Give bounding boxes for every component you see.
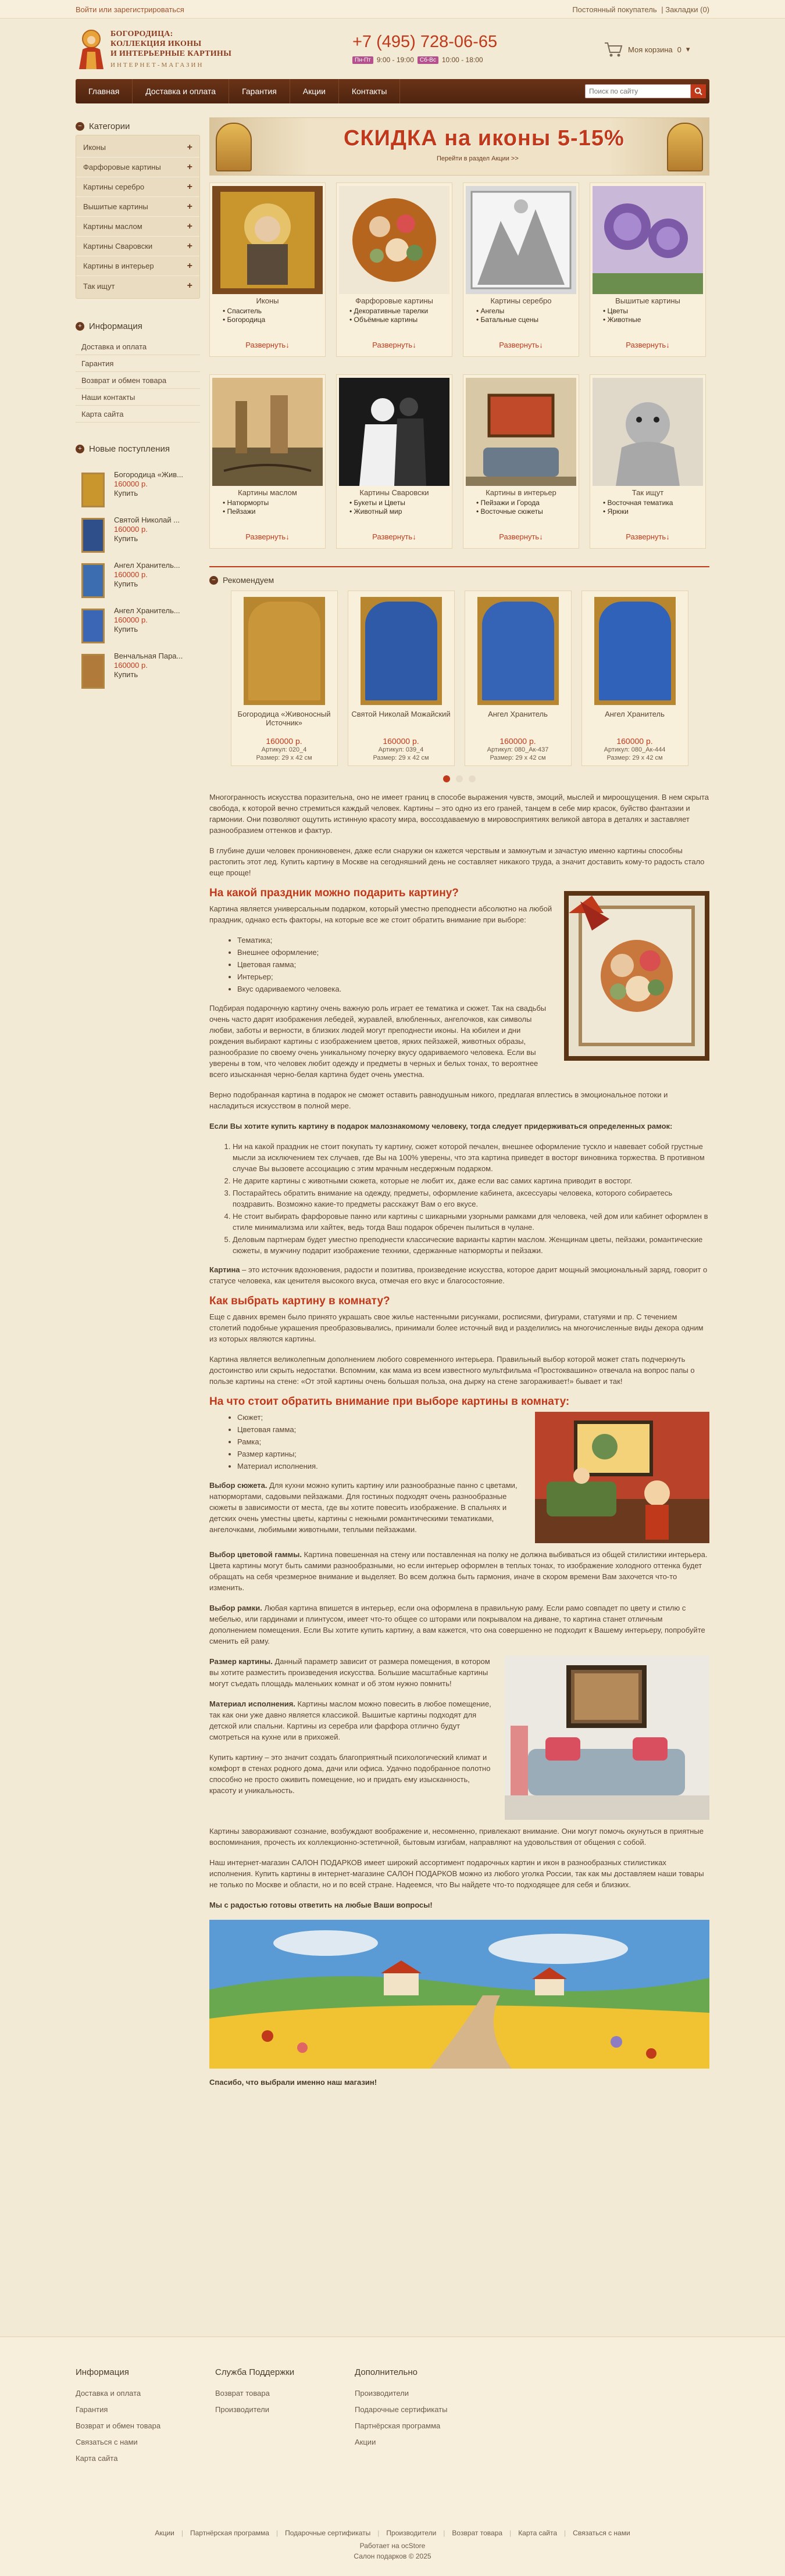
product-price: 160000 р. [616,736,653,746]
logo[interactable] [76,27,248,72]
login-link[interactable]: Войти или зарегистрироваться [76,5,184,14]
logo-icon [76,28,107,70]
category-card-title[interactable]: Вышитые картины [615,296,680,305]
article-paragraph: Подбирая подарочную картину очень важную роль играет ее тематика и сюжет. Так на свадьбы очень часто дарят изображения лебедей, журавлей, влюбленных, ангелочков, как символы любви, заботы и верности, в близких людей могут преподнести иконы. На юбилеи и дни рождения выбирают картины с изображением цветов, ярких пейзажей, животных образы, разнообразие по своему очень уникальному почерку вкусу одариваемого человека. Если вы уверены в том, что человек любит одежду и предметы в черных и белых тонах, то вероятнее всего изысканная черно-белая картина будет очень уместна. [209,1004,547,1079]
category-label: Вышитые картины [83,202,148,211]
separator: | [276,2529,279,2537]
expand-link[interactable]: Развернуть↓ [245,341,290,349]
footer-link[interactable]: Доставка и оплата [76,2389,141,2398]
expand-link[interactable]: Развернуть↓ [372,341,416,349]
plus-icon: + [76,445,84,453]
icon-image-right [667,123,703,171]
category-label: Картины Сваровски [83,242,153,251]
plus-icon[interactable]: + [187,162,192,172]
product-name[interactable]: Ангел Хранитель... [114,561,180,570]
product-thumbnail[interactable] [81,563,105,598]
footer-column [76,2367,209,2467]
article-heading: Как выбрать картину в комнату? [209,1295,390,1307]
article-text: Для кухни можно купить картину или разнообразные панно с цветами, натюрмортами, садовыми пейзажами. Для гостиных подходят очень разнообразные сюжеты в зависимости от места, где вы хотите повесить изображение. В спальнях и детских очень уместны цветы, картины с нежными романтическими тематиками, ангелочками, любимыми животными, теплыми пейзажами. [209,1481,518,1534]
footer-link[interactable]: Акции [355,2438,376,2446]
article-bold-text: Если Вы хотите купить картину в подарок малознакомому человеку, тогда следует придерживаться определенных рамок: [209,1122,673,1130]
nav-warranty[interactable]: Гарантия [229,79,290,103]
buy-link[interactable]: Купить [114,489,138,498]
chevron-down-icon: ▾ [686,45,690,53]
recommended-product[interactable] [348,591,455,766]
new-arrival-item[interactable] [76,470,200,511]
plus-icon[interactable]: + [187,241,192,251]
article-image-cartoon [535,1412,709,1543]
footer-link[interactable]: Возврат и обмен товара [76,2421,161,2430]
article-paragraph [209,2077,709,2088]
icon-image-left [216,123,252,171]
subcategory-link[interactable]: • Декоративные тарелки [349,307,452,316]
product-price: 160000 р. [114,616,148,624]
product-price: 160000 р. [266,736,302,746]
article-paragraph: Картина является великолепным дополнением любого современного интерьера. Правильный выбор которой может стать подчеркнуть достоинство или скрыть недостатки. Вспомним, как мама из всем известного мультфильма «Простоквашино» отвечала на вопрос папы о пользе картины на стене: «От этой картины очень большая польза, она дырку на стене загораживает!» бывает и так! [209,1355,695,1386]
icon-artwork [248,602,320,700]
footer [0,2337,785,2576]
category-item[interactable] [76,256,199,276]
article-paragraph: Картины завораживают сознание, возбуждают воображение и, несомненно, привлекают внимание. Они могут помочь окунуться в приятные воспоминания, прочесть их коллекционно-эстетичной, бытовым изгибам, направляют на удовольствия от общения с собой. [209,1827,704,1847]
icon-artwork [599,602,671,700]
footer-link[interactable]: Гарантия [76,2405,108,2414]
article-list-item: • Цветовая гамма; [237,1424,709,1435]
separator: | [509,2529,512,2537]
article-paragraph: Наш интернет-магазин САЛОН ПОДАРКОВ имеет широкий ассортимент подарочных картин и икон в разнообразных стилистиках исполнения. Купить картины в интернет-магазине САЛОН ПОДАРКОВ можно из любого уголка России, так как мы доставляем наши товары не только по Москве и области, но и по всей стране. Надеемся, что Вы найдете что-то подходящее для себя и близких. [209,1858,704,1889]
buy-link[interactable]: Купить [114,579,138,588]
footer-column-title: Информация [76,2367,129,2377]
article-list-item: • Тематика; [237,935,709,946]
subcategory-link[interactable]: • Ярюки [603,507,705,516]
categories-heading [76,117,200,135]
content [209,117,709,2097]
powered-by: Работает на ocStore [359,2542,426,2550]
recommended-carousel [209,591,709,766]
plus-icon: + [76,322,84,331]
footer-bottom-link[interactable]: Подарочные сертификаты [285,2529,371,2537]
category-label: Картины серебро [83,183,145,191]
footer-bottom-link[interactable]: Производители [386,2529,437,2537]
subcategory-list [337,307,452,324]
hours-tag-weekdays: Пн-Пт [352,56,373,64]
separator: | [181,2529,183,2537]
footer-bottom-link[interactable]: Связаться с нами [573,2529,630,2537]
category-card-title[interactable]: Картины маслом [238,488,297,497]
footer-column-title: Дополнительно [355,2367,418,2377]
info-link[interactable]: Наши контакты [76,389,200,406]
subcategory-link[interactable]: • Животный мир [349,507,452,516]
buy-link[interactable]: Купить [114,625,138,634]
article-image-sofa [505,1656,709,1820]
article-paragraph: Верно подобранная картина в подарок не сможет оставить равнодушным никого, предлагая вплестись в эмоциональное потоки и насладиться искусством в полной мере. [209,1090,668,1110]
carousel-dots [209,775,709,782]
subcategory-link[interactable]: • Натюрморты [223,499,325,507]
subcategory-list [590,307,705,324]
category-item[interactable] [76,197,199,217]
category-item[interactable] [76,177,199,197]
article-list-item: 2. Не дарите картины с животными сюжета, которые не любит их, даже если вас самих картина приводит в восторг. [233,1175,709,1186]
article-image-gift [564,891,709,1061]
expand-link[interactable]: Развернуть↓ [499,341,543,349]
product-image[interactable] [477,597,559,705]
article-paragraph [209,1899,709,1910]
category-image[interactable] [593,186,703,294]
icon-artwork [365,602,437,700]
category-card[interactable] [590,183,706,357]
hours-time-weekdays: 9:00 - 19:00 [376,56,414,64]
category-label: Картины в интерьер [83,262,154,270]
article-list-item: • Внешнее оформление; [237,947,709,958]
article-paragraph [209,1549,709,1593]
new-arrivals-heading [76,440,200,457]
category-card-title[interactable]: Картины Сваровски [359,488,429,497]
logo-line-3: И ИНТЕРЬЕРНЫЕ КАРТИНЫ [110,49,232,58]
subcategory-list [463,499,579,516]
product-price: 160000 р. [383,736,419,746]
subcategory-link[interactable]: • Восточная тематика [603,499,705,507]
categories-title: Категории [89,121,130,131]
article-heading: На какой праздник можно подарить картину? [209,887,459,899]
minus-icon: − [76,122,84,131]
article-bold-text: Материал исполнения. [209,1700,295,1708]
footer-column-title: Служба Поддержки [215,2367,295,2377]
expand-link[interactable]: Развернуть↓ [372,532,416,541]
search-input[interactable] [585,84,691,98]
hours-tag-weekend: Сб-Вс [418,56,438,64]
product-name[interactable]: Ангел Хранитель [605,710,665,718]
subcategory-link[interactable]: • Объёмные картины [349,316,452,324]
carousel-dot-1[interactable] [443,775,450,782]
category-card-title[interactable]: Картины серебро [490,296,552,305]
promo-banner[interactable] [209,117,709,176]
new-arrival-info [114,470,183,511]
article-list-item: • Материал исполнения. [237,1461,709,1472]
footer-columns [76,2367,709,2467]
product-name[interactable]: Святой Николай ... [114,516,180,524]
article-text: – это источник вдохновения, радости и позитива, произведение искусства, которое дарит мощный эмоциональный заряд, говорит о статусе человека, как ценителя высокого вкуса, отмечая его вкус и благосостояние. [209,1265,708,1285]
logo-text [110,29,231,70]
article-paragraph: В глубине души человек проникновенен, даже если снаружи он кажется черствым и замкнутым и зачастую именно картины способны растопить этот лед. Купить картину в Москве на сегодняшний день не составляет никакого труда, а значит доставить кому-то радость стало еще проще! [209,846,705,877]
article-paragraph: Многогранность искусства поразительна, оно не имеет границ в способе выражения чувств, эмоций, мыслей и мироощущения. В нем скрыта свобода, к которой вечно стремиться каждый человек. Картины – это одно из его граней, танцем в себе мир красок, буйство фантазии и гармонии. Они позволяют ощутить истинную красоту мира, воссоздаваемую в мировосприятиях великой автора в деталях и заставляет разнообразием оттенков и фактур. [209,793,709,835]
phone-number[interactable]: +7 (495) 728-06-65 [352,33,498,51]
cart-count: 0 [677,45,681,54]
product-name[interactable]: Ангел Хранитель [488,710,548,718]
nav-home[interactable]: Главная [76,79,133,103]
footer-link[interactable]: Партнёрская программа [355,2421,441,2430]
info-link[interactable]: Доставка и оплата [76,338,200,355]
article-list-item: 3. Постарайтесь обратить внимание на одежду, предметы, оформление кабинета, аксессуары человека, которого собираетесь поздравить. Возможно какие-то предметы расскажут Вам о его вкусе. [233,1187,709,1210]
info-link[interactable]: Гарантия [76,355,200,372]
recommended-heading [209,575,709,585]
product-size: Размер: 29 x 42 см [373,754,429,761]
plus-icon[interactable]: + [187,260,192,271]
article-list-item: • Сюжет; [237,1412,709,1423]
product-name[interactable]: Венчальная Пара... [114,652,183,660]
article-list-item: • Вкус одариваемого человека. [237,983,709,994]
subcategory-link[interactable]: • Спаситель [223,307,325,316]
category-card-title[interactable]: Иконы [256,296,279,305]
expand-link[interactable]: Развернуть↓ [626,341,670,349]
article-text: Любая картина впишется в интерьер, если она оформлена в правильную раму. Если рамо совпадет по цвету и стилю с мебелью, или гардинами и плинтусом, имеет что-то общее со шторами или покрывалом на диване, то картина станет отличным дополнением помещения. Если Вы хотите купить картину, а вам кажется, что она совершенно не подходит к Вашему интерьеру, попробуйте сменить ей раму. [209,1604,705,1645]
article-paragraph: Купить картину – это значит создать благоприятный психологический климат и комфорт в стенах родного дома, дачи или офиса. Удачно подобранное полотно способно не просто оживить помещение, но и придать ему изысканность, красоту и уникальность. [209,1753,491,1795]
header [0,19,785,79]
product-price: 160000 р. [499,736,536,746]
subcategory-list [210,307,325,324]
product-article: Артикул: 020_4 [261,746,307,753]
nav-delivery[interactable]: Доставка и оплата [133,79,229,103]
article-bold-text: Мы с радостью готовы ответить на любые Ваши вопросы! [209,1901,433,1909]
divider [209,566,709,567]
product-thumbnail[interactable] [81,473,105,507]
new-arrival-item[interactable] [76,606,200,647]
banner-link[interactable]: Перейти в раздел Акции >> [437,155,519,162]
cart-icon [604,41,623,58]
article-numbered-list [209,1141,709,1256]
banner-title: СКИДКА на иконы 5-15% [344,126,625,151]
category-image[interactable] [466,186,576,294]
article-list-item: • Цветовая гамма; [237,959,709,970]
plus-icon[interactable]: + [187,281,192,291]
new-arrival-info [114,606,180,647]
main-nav [0,79,785,103]
carousel-dot-2[interactable] [456,775,463,782]
subcategory-list [210,499,325,516]
article-paragraph: Картина является универсальным подарком, который уместно преподнести абсолютно на любой праздник, однако есть факторы, на которые все же стоит обратить внимание при выборе: [209,904,552,924]
article-paragraph: Еще с давних времен было принято украшать свое жилье настенными рисунками, росписями, фигурами, статуями и пр. С течением столетий подобные украшения преобразовывались, принимали более источный вид и разделились на многочисленные виды декора одним из которых являются картины. [209,1312,704,1343]
category-image[interactable] [466,378,576,486]
sidebar [76,117,200,697]
category-card-title[interactable]: Фарфоровые картины [355,296,433,305]
article-list-item: 5. Деловым партнерам будет уместно преподнести классические варианты картин маслом. Женщинам цветы, пейзажи, романтические сюжеты, в мужчину подарит изображение техники, сдержанные натюрморты и пейзажи. [233,1234,709,1256]
logo-subtitle: ИНТЕРНЕТ-МАГАЗИН [110,61,204,69]
plus-icon[interactable]: + [187,181,192,192]
article-bold-text: Картина [209,1265,240,1274]
category-card-title[interactable]: Так ищут [631,488,664,497]
footer-link[interactable]: Производители [355,2389,409,2398]
new-arrival-item[interactable] [76,652,200,692]
footer-link[interactable]: Производители [215,2405,270,2414]
nav-promotions[interactable]: Акции [290,79,339,103]
category-image[interactable] [212,378,323,486]
product-name[interactable]: Богородица «Живоносный Источник» [237,710,331,727]
article-list-item: • Интерьер; [237,971,709,982]
article-heading: На что стоит обратить внимание при выборе картины в комнату: [209,1396,570,1408]
plus-icon[interactable]: + [187,221,192,231]
category-item[interactable] [76,217,199,237]
hours-time-weekend: 10:00 - 18:00 [441,56,483,64]
recommended-product[interactable] [581,591,688,766]
top-bar [0,0,785,19]
categories-list [76,135,200,299]
category-label: Так ищут [83,281,115,291]
info-heading [76,317,200,335]
buy-link[interactable]: Купить [114,670,138,679]
subcategory-link[interactable]: • Цветы [603,307,705,316]
product-article: Артикул: 080_Ак-437 [487,746,549,753]
subcategory-link[interactable]: • Ангелы [476,307,579,316]
product-name[interactable]: Богородица «Жив... [114,470,183,479]
category-item[interactable] [76,237,199,256]
product-image[interactable] [594,597,676,705]
separator: | [564,2529,566,2537]
separator: | [377,2529,380,2537]
footer-link[interactable]: Связаться с нами [76,2438,138,2446]
subcategory-link[interactable]: • Букеты и Цветы [349,499,452,507]
category-card[interactable] [463,374,579,549]
category-item[interactable] [76,138,199,158]
product-thumbnail[interactable] [81,609,105,643]
icon-artwork [482,602,554,700]
cart-label: Моя корзина [628,45,673,54]
logo-line-2: КОЛЛЕКЦИЯ ИКОНЫ [110,39,202,48]
category-item[interactable] [76,276,199,296]
product-name[interactable]: Ангел Хранитель... [114,606,180,615]
category-image[interactable] [593,378,703,486]
product-size: Размер: 29 x 42 см [490,754,546,761]
copyright: Салон подарков © 2025 [354,2552,431,2560]
product-size: Размер: 29 x 42 см [606,754,663,761]
article-list-item: • Рамка; [237,1436,709,1447]
cart-button[interactable] [604,41,690,58]
search-box [585,84,706,98]
new-arrivals-title: Новые поступления [89,443,170,454]
footer-bottom-link[interactable]: Карта сайта [518,2529,558,2537]
search-icon [694,87,702,95]
seo-article [209,792,709,2088]
category-card-title[interactable]: Картины в интерьер [486,488,556,497]
category-label: Иконы [83,143,106,152]
category-card[interactable] [463,183,579,357]
product-image[interactable] [244,597,325,705]
product-price: 160000 р. [114,480,148,488]
recommended-title: Рекомендуем [223,575,274,585]
new-arrival-info [114,516,180,556]
subcategory-link[interactable]: • Животные [603,316,705,324]
regular-customer-link[interactable]: Постоянный покупатель [572,5,657,14]
logo-line-1: БОГОРОДИЦА: [110,29,173,38]
footer-link[interactable]: Карта сайта [76,2454,118,2463]
working-hours [352,56,483,64]
product-article: Артикул: 080_Ак-444 [604,746,666,753]
article-bold-text: Размер картины. [209,1657,273,1666]
carousel-dot-3[interactable] [469,775,476,782]
bookmarks-link[interactable]: Закладки (0) [665,5,709,14]
footer-column [215,2367,349,2467]
nav-contacts[interactable]: Контакты [339,79,400,103]
product-size: Размер: 29 x 42 см [256,754,312,761]
info-title: Информация [89,321,142,331]
subcategory-list [590,499,705,516]
plus-icon[interactable]: + [187,142,192,152]
product-image[interactable] [361,597,442,705]
category-image[interactable] [339,186,449,294]
footer-bottom-link[interactable]: Акции [155,2529,174,2537]
article-list-item: • Размер картины; [237,1448,709,1459]
subcategory-list [463,307,579,324]
category-image[interactable] [212,186,323,294]
category-card[interactable] [209,374,326,549]
plus-icon[interactable]: + [187,201,192,212]
new-arrival-info [114,652,183,692]
category-label: Фарфоровые картины [83,163,161,171]
article-list-item: 1. Ни на какой праздник не стоит покупать ту картину, сюжет которой печален, внешнее оформление тускло и навевает собой грустные мысли за исключением тех случаев, где Вы на 100% уверены, что эта картина приведет в восторг виновника торжества. В противном случае Вы вызовете ассоциацию с этим мрачным несдержным подарком. [233,1141,709,1174]
footer-bottom-link[interactable]: Партнёрская программа [190,2529,269,2537]
article-text: Данный параметр зависит от размера помещения, в котором вы хотите разместить произведения искусства. Большие масштабные картины могут съедать площадь маленьких комнат и об этом нужно помнить! [209,1657,490,1688]
footer-column [355,2367,488,2467]
article-image-landscape [209,1920,709,2069]
product-price: 160000 р. [114,661,148,670]
category-card[interactable] [209,183,326,357]
new-arrival-item[interactable] [76,516,200,556]
product-price: 160000 р. [114,570,148,579]
subcategory-link[interactable]: • Восточные сюжеты [476,507,579,516]
footer-link[interactable]: Подарочные сертификаты [355,2405,448,2414]
top-links: Постоянный покупатель | Закладки (0) [572,5,709,14]
expand-link[interactable]: Развернуть↓ [499,532,543,541]
new-arrival-info [114,561,180,602]
article-list-item: 4. Не стоит выбирать фарфоровые панно или картины с шикарными узорными рамками для человека, чей дом или кабинет оформлен в стиле минимализма или хайтек, ведь тогда Ваш подарок обречен пылиться в чулане. [233,1211,709,1233]
article-paragraph [209,1121,709,1132]
subcategory-link[interactable]: • Пейзажи [223,507,325,516]
category-card[interactable] [590,374,706,549]
recommended-product[interactable] [465,591,572,766]
category-card[interactable] [336,374,452,549]
footer-links [0,2529,785,2537]
buy-link[interactable]: Купить [114,534,138,543]
category-card[interactable] [336,183,452,357]
article-paragraph [209,1264,709,1286]
footer-link[interactable]: Возврат товара [215,2389,270,2398]
article-text: Картина повешенная на стену или поставленная на полку не должна выбиваться из общей стилистики интерьера. Цвета картины могут быть самими разнообразными, но если интерьер оформлен в теплых тонах, то изображение холодного оттенка будет обращать на себя чрезмерное внимание и выделяет. Во всем должна быть гармония, иначе в скором времени Вам захочется что-то изменить. [209,1550,708,1592]
category-label: Картины маслом [83,222,142,231]
minus-icon: − [209,576,218,585]
subcategory-link[interactable]: • Богородица [223,316,325,324]
product-name[interactable]: Святой Николай Можайский [351,710,451,718]
article-bold-text: Выбор рамки. [209,1604,262,1612]
new-arrivals-list [76,470,200,692]
subcategory-link[interactable]: • Пейзажи и Города [476,499,579,507]
product-article: Артикул: 039_4 [378,746,424,753]
article-bold-text: Спасибо, что выбрали именно наш магазин! [209,2078,377,2087]
category-item[interactable] [76,158,199,177]
category-image[interactable] [339,378,449,486]
article-paragraph [209,1602,709,1647]
search-button[interactable] [691,84,706,98]
info-link[interactable]: Возврат и обмен товара [76,372,200,389]
expand-link[interactable]: Развернуть↓ [245,532,290,541]
footer-bottom-link[interactable]: Возврат товара [452,2529,503,2537]
new-arrival-item[interactable] [76,561,200,602]
separator: | [443,2529,445,2537]
product-thumbnail[interactable] [81,654,105,689]
article-bold-text: Выбор цветовой гаммы. [209,1550,302,1559]
subcategory-list [337,499,452,516]
footer-bottom [0,2529,785,2560]
category-cards [209,183,709,566]
product-thumbnail[interactable] [81,518,105,553]
expand-link[interactable]: Развернуть↓ [626,532,670,541]
article-text: Картины маслом можно повесить в любое помещение, так как они уже давно является классикой. Вышитые картины подходят для детской или спальни. Картины из серебра или фарфора отлично будут смотреться на кухне или в прихожей. [209,1700,491,1741]
recommended-product[interactable] [231,591,338,766]
info-link[interactable]: Карта сайта [76,406,200,423]
product-price: 160000 р. [114,525,148,534]
info-list [76,338,200,423]
subcategory-link[interactable]: • Батальные сцены [476,316,579,324]
article-bold-text: Выбор сюжета. [209,1481,267,1490]
